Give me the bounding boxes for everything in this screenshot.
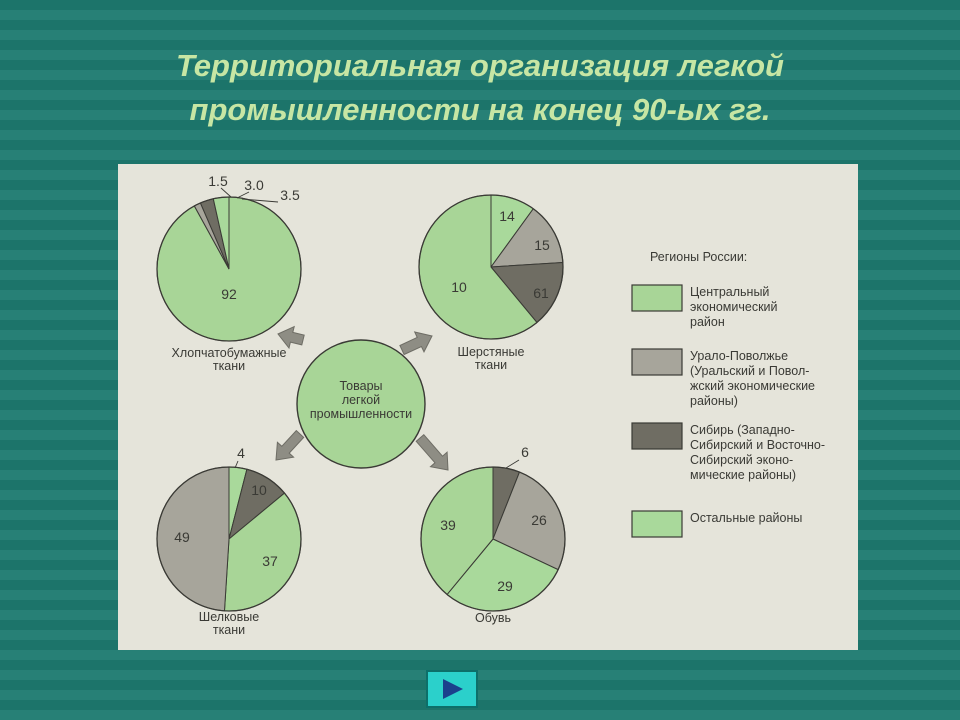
pie-value-label-silk: 49 [174,529,190,545]
leader-line-shoes-0 [506,460,519,468]
legend-label-siberia: Сибирский эконо- [690,453,794,467]
center-label-line: Товары [339,379,383,393]
pie-value-label-silk: 4 [237,445,245,461]
play-triangle-icon [428,672,476,706]
pie-caption-cotton: ткани [212,359,246,373]
arrow-to-silk [276,431,304,460]
legend-label-siberia: Сибирь (Западно- [690,423,795,437]
legend-label-siberia: Сибирский и Восточно- [690,438,826,452]
pie-value-label-silk: 10 [251,482,267,498]
legend-label-ural_volga: Урало-Поволжье [690,349,789,363]
arrow-to-wool [400,332,432,355]
pie-value-label-shoes: 39 [440,517,456,533]
pie-value-label-wool: 61 [533,285,549,301]
legend-label-siberia: мические районы) [690,468,797,482]
pie-caption-shoes: Обувь [474,611,512,625]
pie-value-label-cotton: 3.0 [244,177,264,193]
diagram-figure [118,164,858,650]
pie-value-label-wool: 10 [451,279,467,295]
next-slide-button[interactable] [426,670,478,708]
legend-label-ural_volga: районы) [690,394,738,408]
center-label-line: легкой [341,393,381,407]
legend-swatch-other [632,511,682,537]
legend-label-ural_volga: (Уральский и Повол- [690,364,810,378]
legend-label-central: Центральный [690,285,770,299]
pie-caption-wool: ткани [474,358,508,372]
legend-label-other: Остальные районы [690,511,803,525]
legend-label-central: экономический [690,300,778,314]
leader-line-cotton-0 [221,188,231,197]
pie-value-label-silk: 37 [262,553,278,569]
pie-value-label-shoes: 29 [497,578,513,594]
legend-label-ural_volga: жский экономические [690,379,816,393]
pie-slice-silk-ural_volga [157,467,229,611]
slide-title-line-1: Территориальная организация легкой [176,48,784,83]
pie-caption-silk: ткани [212,623,246,637]
legend-title: Регионы России: [650,250,748,264]
arrow-to-shoes [416,435,448,470]
diagram-canvas [118,164,858,650]
legend-swatch-siberia [632,423,682,449]
pie-caption-cotton: Хлопчатобумажные [171,346,287,360]
legend-label-central: район [690,315,725,329]
pie-value-label-cotton: 92 [221,286,237,302]
slide-title [60,44,900,132]
pie-value-label-wool: 14 [499,208,515,224]
legend-swatch-ural_volga [632,349,682,375]
pie-value-label-cotton: 1.5 [208,173,228,189]
pie-caption-silk: Шелковые [198,610,260,624]
pie-value-label-shoes: 26 [531,512,547,528]
arrow-to-cotton [278,327,304,348]
center-label-line: промышленности [309,407,413,421]
pie-value-label-shoes: 6 [521,444,529,460]
pie-value-label-cotton: 3.5 [280,187,300,203]
legend-swatch-central [632,285,682,311]
pie-value-label-wool: 15 [534,237,550,253]
pie-caption-wool: Шерстяные [457,345,525,359]
slide-title-line-2: промышленности на конец 90-ых гг. [189,92,771,127]
